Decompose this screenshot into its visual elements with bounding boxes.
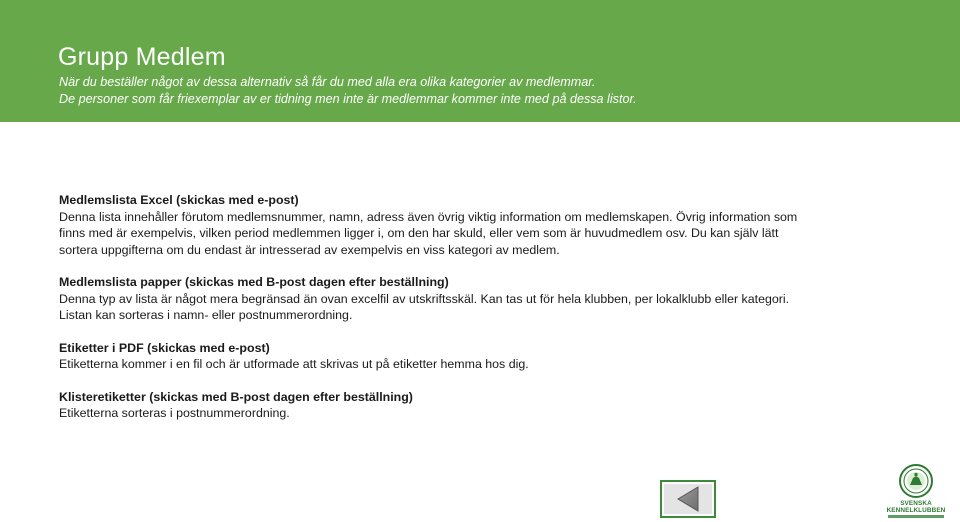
section-sticker-labels: [59, 389, 819, 422]
seal-icon: [899, 464, 933, 498]
section-pdf-labels: [59, 340, 819, 373]
page-title: Grupp Medlem: [58, 43, 226, 71]
triangle-left-icon: [662, 482, 714, 516]
section-title: Klisteretiketter (skickas med B-post dagen efter beställning): [59, 389, 413, 404]
back-button[interactable]: [660, 480, 716, 518]
logo-text-line-2: KENNELKLUBBEN: [886, 507, 946, 514]
header-subtitle-line-1: När du beställer något av dessa alternativ så får du med alla era olika kategorier av medlemmar.: [59, 75, 596, 89]
section-title: Etiketter i PDF (skickas med e-post): [59, 340, 270, 355]
logo-text-line-1: SVENSKA: [900, 500, 932, 507]
section-title: Medlemslista Excel (skickas med e-post): [59, 193, 299, 207]
main-content: [59, 192, 819, 438]
section-body: Denna lista innehåller förutom medlemsnummer, namn, adress även övrig viktig information om medlemskapen. Övrig information som finns med är exempelvis, vilken period medlemmen ligger i, om den har skuld, eller vem som är huvudmedlem osv. Du kan själv lätt sortera uppgifterna om du endast är intresserad av exempelvis en viss kategori av medlem.: [59, 209, 798, 257]
kennel-club-logo: [884, 464, 948, 520]
header-subtitle-line-2: De personer som får friexemplar av er tidning men inte är medlemmar kommer inte med på dessa listor.: [59, 92, 637, 106]
header-banner: [0, 0, 960, 122]
section-body: Denna typ av lista är något mera begränsad än ovan excelfil av utskriftsskäl. Kan tas ut för hela klubben, per lokalklubb eller kategori. Listan kan sorteras i namn- eller postnummerordning.: [59, 291, 790, 322]
section-body: Etiketterna kommer i en fil och är utformade att skrivas ut på etiketter hemma hos dig.: [59, 357, 529, 371]
section-paper-list: [59, 274, 819, 324]
section-excel-list: [59, 192, 819, 258]
logo-tagline-bar: [888, 515, 944, 518]
section-title: Medlemslista papper (skickas med B-post dagen efter beställning): [59, 275, 449, 289]
section-body: Etiketterna sorteras i postnummerordning.: [59, 406, 290, 420]
